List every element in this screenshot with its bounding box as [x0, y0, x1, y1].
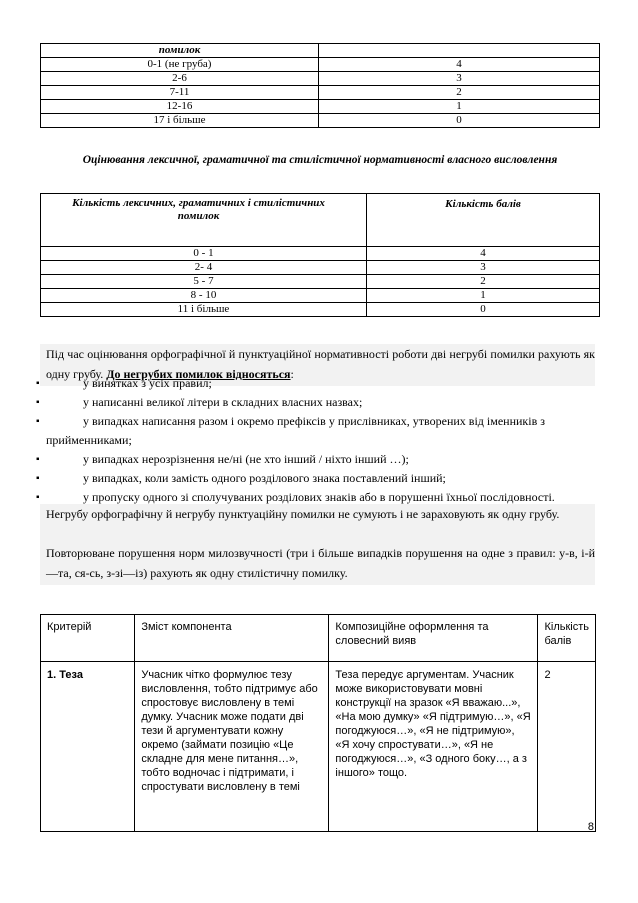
minor-errors-list: [36, 372, 598, 504]
column-header: Кількість балів: [367, 194, 600, 247]
table-row: 0 - 1 4: [41, 247, 600, 261]
page-number: 8: [587, 821, 594, 833]
criteria-table: [40, 614, 596, 832]
paragraph-minor-errors: Під час оцінювання орфографічної й пунктуаційної нормативності роботи дві негрубі помилки рахують як одну грубу. До негрубих помилок відносяться:: [40, 344, 595, 386]
table-row: 2- 4 3: [41, 261, 600, 275]
table-row: 8 - 10 1: [41, 289, 600, 303]
column-header: Кількість балів: [538, 615, 596, 662]
bullet-icon: ▪: [36, 473, 40, 484]
list-item: ▪ у написанні великої літери в складних власних назвах;: [40, 393, 598, 412]
table-row: 12-16 1: [41, 100, 600, 114]
list-item: ▪ у випадках написання разом і окремо префіксів у прислівниках, утворених від іменників з прийменниками;: [36, 414, 545, 447]
list-item: ▪ у випадках, коли замість одного розділового знака поставлений інший;: [40, 469, 598, 488]
table-row: помилок: [41, 44, 600, 58]
criterion-cell: 1. Теза: [41, 662, 135, 832]
content-cell: Учасник чітко формулює тезу висловлення, тобто підтримує або спростовує висловлену в темі думку. Учасник може подати дві тези й аргументувати кожну окремо (займати позицію «Це складне для мене питання…», тобто водночас і підтримати, і спростувати висловлену в темі: [135, 662, 329, 832]
bullet-icon: ▪: [36, 454, 40, 465]
paragraph-not-summed: Негрубу орфографічну й негрубу пунктуаційну помилки не сумують і не зараховують як одну грубу.: [40, 504, 595, 546]
section-title: Оцінювання лексичної, граматичної та стилістичної нормативності власного висловлення: [82, 154, 558, 166]
bullet-icon: ▪: [36, 397, 40, 408]
bullet-icon: ▪: [36, 416, 40, 427]
list-item: ▪ у випадках нерозрізнення не/ні (не хто інший / ніхто інший …);: [40, 450, 598, 469]
table-row: 11 і більше 0: [41, 303, 600, 317]
table-row: 2-6 3: [41, 72, 600, 86]
table-header-row: [41, 615, 596, 662]
bullet-icon: ▪: [36, 492, 40, 503]
composition-cell: Теза передує аргументам. Учасник може використовувати мовні конструкції на зразок «Я вважаю...», «На мою думку» «Я підтримую…», «Я погоджуюся…», «Я не підтримую», «Я хочу спростувати…», «Я не погоджуюся…», «З одного боку…, а з іншого» тощо.: [329, 662, 538, 832]
column-header: Критерій: [41, 615, 135, 662]
table-row: 5 - 7 2: [41, 275, 600, 289]
table-header-row: [41, 194, 600, 247]
lexical-errors-table: [40, 193, 600, 317]
list-item: ▪ у винятках з усіх правил;: [40, 374, 598, 393]
table-row: 0-1 (не груба) 4: [41, 58, 600, 72]
column-header: Зміст компонента: [135, 615, 329, 662]
table-row: [41, 662, 596, 832]
column-header: Композиційне оформлення та словесний вияв: [329, 615, 538, 662]
error-score-table: [40, 43, 600, 128]
table-row: 7-11 2: [41, 86, 600, 100]
column-header: Кількість лексичних, граматичних і стилістичних помилок: [41, 194, 367, 247]
paragraph-euphony: Повторюване порушення норм милозвучності (три і більше випадків порушення на одне з правил: у-в, і-й—та, ся-сь, з-зі—із) рахують як одну стилістичну помилку.: [40, 543, 595, 585]
list-item: ▪ у пропуску одного зі сполучуваних розділових знаків або в порушенні їхньої послідовності.: [40, 488, 598, 507]
points-cell: 2: [538, 662, 596, 832]
bullet-icon: ▪: [36, 378, 40, 389]
table-row: 17 і більше 0: [41, 114, 600, 128]
